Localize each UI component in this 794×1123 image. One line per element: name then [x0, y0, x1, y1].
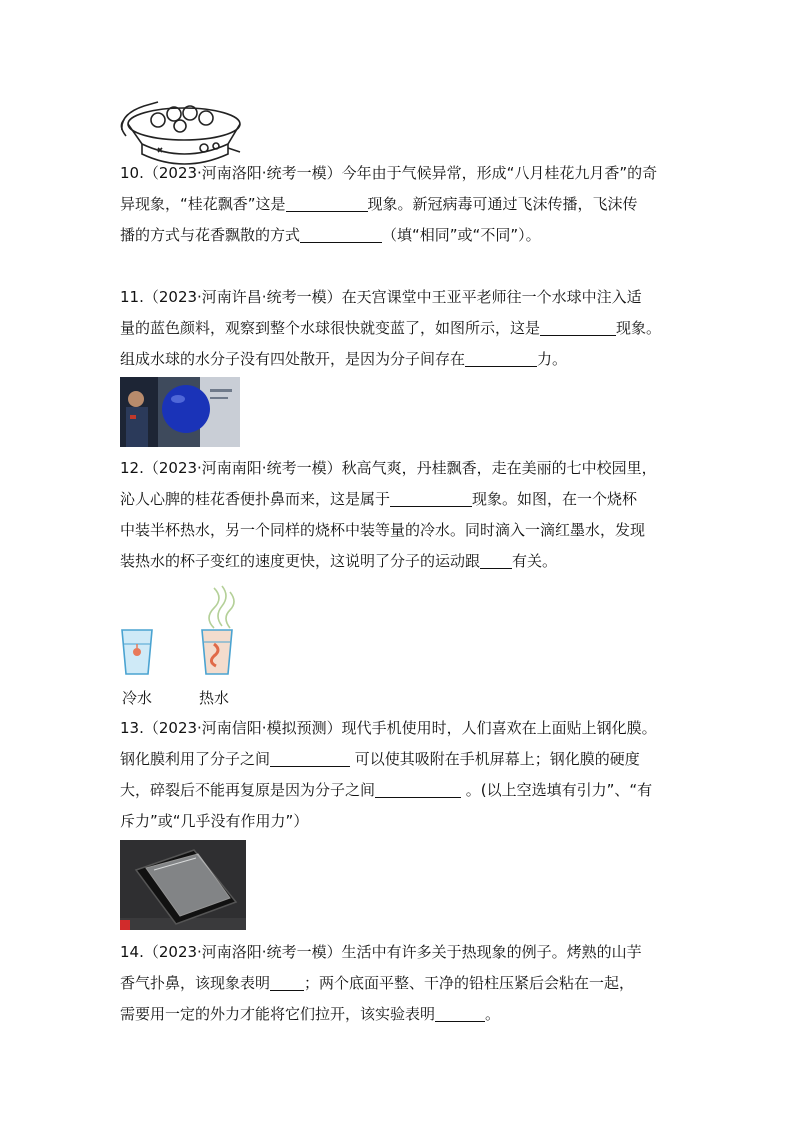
q11-text: 现象。 — [616, 319, 662, 337]
question-10 — [120, 158, 676, 251]
q14-text: 需要用一定的外力才能将它们拉开，该实验表明 — [120, 1005, 436, 1023]
q11-line-3 — [120, 344, 676, 375]
question-11 — [120, 282, 676, 375]
q11-text: 量的蓝色颜料，观察到整个水球很快就变蓝了，如图所示，这是 — [120, 319, 541, 337]
q13-text: 可以使其吸附在手机屏幕上；钢化膜的硬度 — [350, 750, 640, 768]
q11-text: 组成水球的水分子没有四处散开，是因为分子间存在 — [120, 350, 466, 368]
q12-line-1 — [120, 453, 676, 484]
q10-text: 现象。新冠病毒可通过飞沫传播，飞沫传 — [367, 195, 638, 213]
q14-line-1 — [120, 937, 676, 968]
q13-line-1 — [120, 713, 676, 744]
q13-text: （2023·河南信阳·模拟预测）现代手机使用时，人们喜欢在上面贴上钢化膜。 — [143, 719, 657, 737]
q12-text: 中装半杯热水，另一个同样的烧杯中装等量的冷水。同时滴入一滴红墨水，发现 — [120, 521, 646, 539]
question-12 — [120, 453, 676, 577]
q14-number: 14. — [120, 943, 144, 961]
q12-line-2 — [120, 484, 676, 515]
beakers-illustration — [118, 580, 244, 684]
q12-text: 有关。 — [512, 552, 558, 570]
answer-blank[interactable] — [300, 225, 382, 243]
q10-text: （填“相同”或“不同”）。 — [382, 226, 541, 244]
answer-blank[interactable] — [286, 194, 368, 212]
q12-line-4 — [120, 546, 676, 577]
answer-blank[interactable] — [270, 973, 304, 991]
q12-text: 装热水的杯子变红的速度更快，这说明了分子的运动跟 — [120, 552, 481, 570]
q14-text: ；两个底面平整、干净的铅柱压紧后会粘在一起， — [304, 974, 635, 992]
q13-number: 13. — [120, 719, 144, 737]
q10-text: 播的方式与花香飘散的方式 — [120, 226, 301, 244]
answer-blank[interactable] — [480, 551, 512, 569]
cold-water-label: 冷水 — [122, 689, 153, 707]
question-13 — [120, 713, 676, 837]
q10-text: 异现象，“桂花飘香”这是 — [120, 195, 286, 213]
q12-line-3 — [120, 515, 676, 546]
q13-text: 斥力”或“几乎没有作用力”） — [120, 812, 309, 830]
hot-water-label: 热水 — [199, 689, 230, 707]
answer-blank[interactable] — [390, 489, 472, 507]
water-ball-photo — [120, 377, 240, 447]
answer-blank[interactable] — [270, 749, 350, 767]
q10-line-1 — [120, 158, 676, 189]
q12-number: 12. — [120, 459, 144, 477]
answer-blank[interactable] — [540, 318, 616, 336]
q11-text: （2023·河南许昌·统考一模）在天宫课堂中王亚平老师往一个水球中注入适 — [143, 288, 642, 306]
q13-text: 大，碎裂后不能再复原是因为分子之间 — [120, 781, 376, 799]
q11-number: 11. — [120, 288, 144, 306]
tempered-glass-photo — [120, 840, 246, 930]
q14-text: 香气扑鼻，该现象表明 — [120, 974, 271, 992]
q14-line-3 — [120, 999, 676, 1030]
q13-text: 钢化膜利用了分子之间 — [120, 750, 271, 768]
answer-blank[interactable] — [435, 1004, 485, 1022]
q13-text: 。(以上空选填有引力”、“有 — [461, 781, 653, 799]
q11-text: 力。 — [537, 350, 568, 368]
q13-line-3 — [120, 775, 676, 806]
q10-line-3 — [120, 220, 676, 251]
q12-text: 沁人心脾的桂花香便扑鼻而来，这是属于 — [120, 490, 391, 508]
q10-text: （2023·河南洛阳·统考一模）今年由于气候异常，形成“八月桂花九月香”的奇 — [143, 164, 658, 182]
q13-line-2 — [120, 744, 676, 775]
q14-text: 。 — [485, 1005, 501, 1023]
q12-text: （2023·河南南阳·统考一模）秋高气爽，丹桂飘香，走在美丽的七中校园里， — [143, 459, 657, 477]
q13-line-4 — [120, 806, 676, 837]
q11-line-2 — [120, 313, 676, 344]
answer-blank[interactable] — [375, 780, 461, 798]
q10-number: 10. — [120, 164, 144, 182]
q11-line-1 — [120, 282, 676, 313]
q12-text: 现象。如图，在一个烧杯 — [472, 490, 638, 508]
q14-line-2 — [120, 968, 676, 999]
q10-line-2 — [120, 189, 676, 220]
answer-blank[interactable] — [465, 349, 537, 367]
q14-text: （2023·河南洛阳·统考一模）生活中有许多关于热现象的例子。烤熟的山芋 — [143, 943, 642, 961]
question-14 — [120, 937, 676, 1030]
